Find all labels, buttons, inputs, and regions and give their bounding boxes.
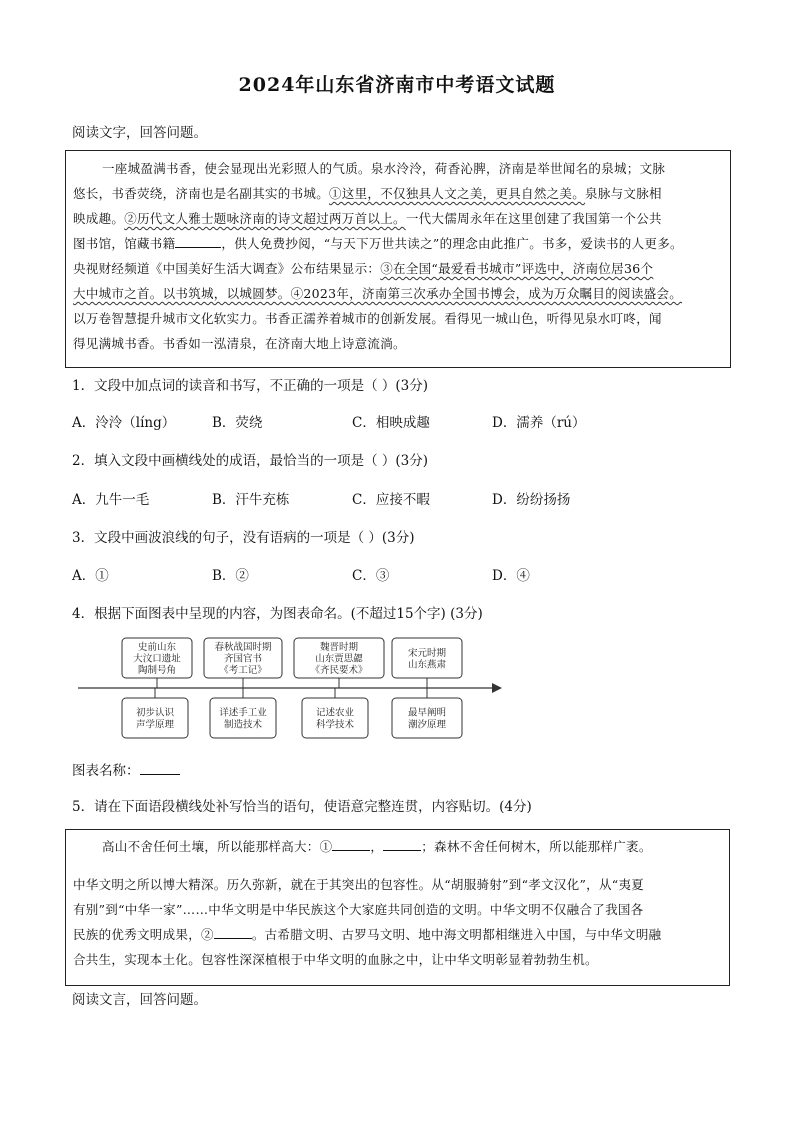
passage-line: 一座城盈满书香，使会显现出光彩照人的气质。泉水泠泠，荷香沁脾，济南是举世闻名的泉城；文脉 [102, 161, 666, 176]
timeline-bottom-text: 详述手工业 [219, 707, 267, 719]
q5-line: 高山不舍任何土壤，所以能那样高大：① ， ；森林不舍任何树木，所以能那样广袤。 [102, 839, 652, 854]
passage-line: 得见满城书香。书香如一泓清泉，在济南大地上诗意流淌。 [73, 336, 406, 351]
timeline-bottom-text: 声学原理 [135, 719, 175, 731]
passage-box [65, 150, 731, 368]
wavy-sentence-1: ①这里，不仅独具人文之美，更具自然之美。 [329, 186, 586, 201]
timeline-arrow-icon [492, 683, 502, 693]
question-4-stem: 4．根据下面图表中呈现的内容，为图表命名。(不超过15个字) (3分) [72, 606, 483, 622]
question-2-stem: 2．填入文段中画横线处的成语，最恰当的一项是（ ）(3分) [72, 453, 429, 469]
wavy-sentence-3-cont: 大中城市之首。以书筑城，以城圆梦。 [73, 286, 291, 301]
chart-name-blank[interactable] [140, 762, 180, 775]
timeline-bottom-text: 最早阐明 [407, 707, 447, 719]
timeline-top-text: 春秋战国时期 [214, 642, 272, 653]
passage-line: 以万卷智慧提升城市文化软实力。书香正濡养着城市的创新发展。看得见一城山色，听得见泉水叮咚，闻 [73, 311, 662, 326]
timeline-top-text: 陶制号角 [137, 665, 177, 676]
page-title: 2024年山东省济南市中考语文试题 [238, 74, 556, 96]
q2-option-a[interactable]: A．九牛一毛 [72, 492, 150, 508]
chart-name-answer: 图表名称： [72, 759, 180, 779]
timeline-top-text: 山东贾思勰 [315, 653, 363, 665]
q1-option-d[interactable]: D．濡养（rú） [492, 415, 586, 431]
timeline-bottom-text: 科学技术 [315, 719, 355, 731]
q1-option-a[interactable]: A．泠泠（líng） [72, 415, 176, 431]
passage-line: 悠长，书香荧绕，济南也是名副其实的书城。①这里，不仅独具人文之美，更具自然之美。泉脉与文脉相 [73, 186, 662, 201]
timeline-bottom-text: 初步认识 [135, 707, 175, 719]
question-1-stem: 1．文段中加点词的读音和书写，不正确的一项是（ ）(3分) [72, 378, 429, 394]
q2-option-d[interactable]: D．纷纷扬扬 [492, 492, 571, 508]
q1-option-b[interactable]: B．荧绕 [212, 415, 263, 431]
question-5-stem: 5．请在下面语段横线处补写恰当的语句，使语意完整连贯，内容贴切。(4分) [72, 799, 532, 815]
timeline-top-text: 山东燕肃 [407, 659, 447, 671]
blank-1a[interactable] [332, 838, 370, 851]
passage-line: 映成趣。②历代文人雅士题咏济南的诗文超过两万首以上。一代大儒周永年在这里创建了我国第一个公共 [73, 211, 662, 226]
blank-2[interactable] [214, 926, 252, 939]
wavy-sentence-2: ②历代文人雅士题咏济南的诗文超过两万首以上。 [124, 211, 406, 226]
q1-option-c[interactable]: C．相映成趣 [352, 415, 430, 431]
q5-line: 有别”到“中华一家”……中华文明是中华民族这个大家庭共同创造的文明。中华文明不仅融合了我国各 [73, 902, 644, 917]
q5-line: 合共生，实现本土化。包容性深深植根于中华文明的血脉之中，让中华文明彰显着勃勃生机。 [73, 952, 598, 967]
wavy-sentence-4: ④2023年，济南第三次承办全国书博会，成为万众瞩目的阅读盛会。 [290, 286, 683, 301]
q2-option-b[interactable]: B．汗牛充栋 [212, 492, 290, 508]
passage-line [73, 284, 682, 302]
q3-option-c[interactable]: C．③ [352, 568, 390, 584]
q2-option-c[interactable]: C．应接不暇 [352, 492, 430, 508]
timeline-bottom-text: 潮汐原理 [407, 719, 447, 731]
timeline-top-text: 宋元时期 [407, 647, 447, 659]
classical-reading-instruction: 阅读文言，回答问题。 [72, 992, 207, 1008]
timeline-top-text: 齐国官书 [223, 653, 263, 665]
passage-line: 央视财经频道《中国美好生活大调查》公布结果显示：③在全国“最爱看书城市”评选中，济南位居36个 [73, 261, 654, 276]
timeline-top-text: 魏晋时期 [319, 642, 359, 653]
timeline-bottom-text: 记述农业 [315, 707, 355, 719]
wavy-sentence-3: ③在全国“最爱看书城市”评选中，济南位居36个 [380, 261, 654, 276]
q5-line: 民族的优秀文明成果，② 。古希腊文明、古罗马文明、地中海文明都相继进入中国，与中华文明融 [73, 927, 662, 942]
q5-passage-box [65, 829, 730, 986]
timeline-top-text: 《齐民要术》 [310, 665, 368, 676]
q3-option-d[interactable]: D．④ [492, 568, 530, 584]
question-3-stem: 3．文段中画波浪线的句子，没有语病的一项是（ ）(3分) [72, 530, 415, 546]
q5-line: 中华文明之所以博大精深。历久弥新，就在于其突出的包容性。从“胡服骑射”到“孝文汉化”，从“夷夏 [73, 877, 645, 892]
idiom-blank[interactable] [175, 235, 221, 248]
blank-1b[interactable] [383, 838, 421, 851]
q3-option-a[interactable]: A．① [72, 568, 109, 584]
timeline-diagram [72, 632, 512, 744]
q3-option-b[interactable]: B．② [212, 568, 249, 584]
timeline-top-text: 大汶口遗址 [133, 653, 181, 665]
timeline-top-text: 史前山东 [137, 642, 177, 653]
passage-line: 图书馆，馆藏书籍 ，供人免费抄阅，“与天下万世共读之”的理念由此推广。书多，爱读书的人更多。 [73, 236, 683, 251]
timeline-top-text: 《考工记》 [219, 665, 267, 676]
timeline-bottom-text: 制造技术 [223, 719, 263, 731]
reading-instruction: 阅读文字，回答问题。 [72, 125, 207, 141]
